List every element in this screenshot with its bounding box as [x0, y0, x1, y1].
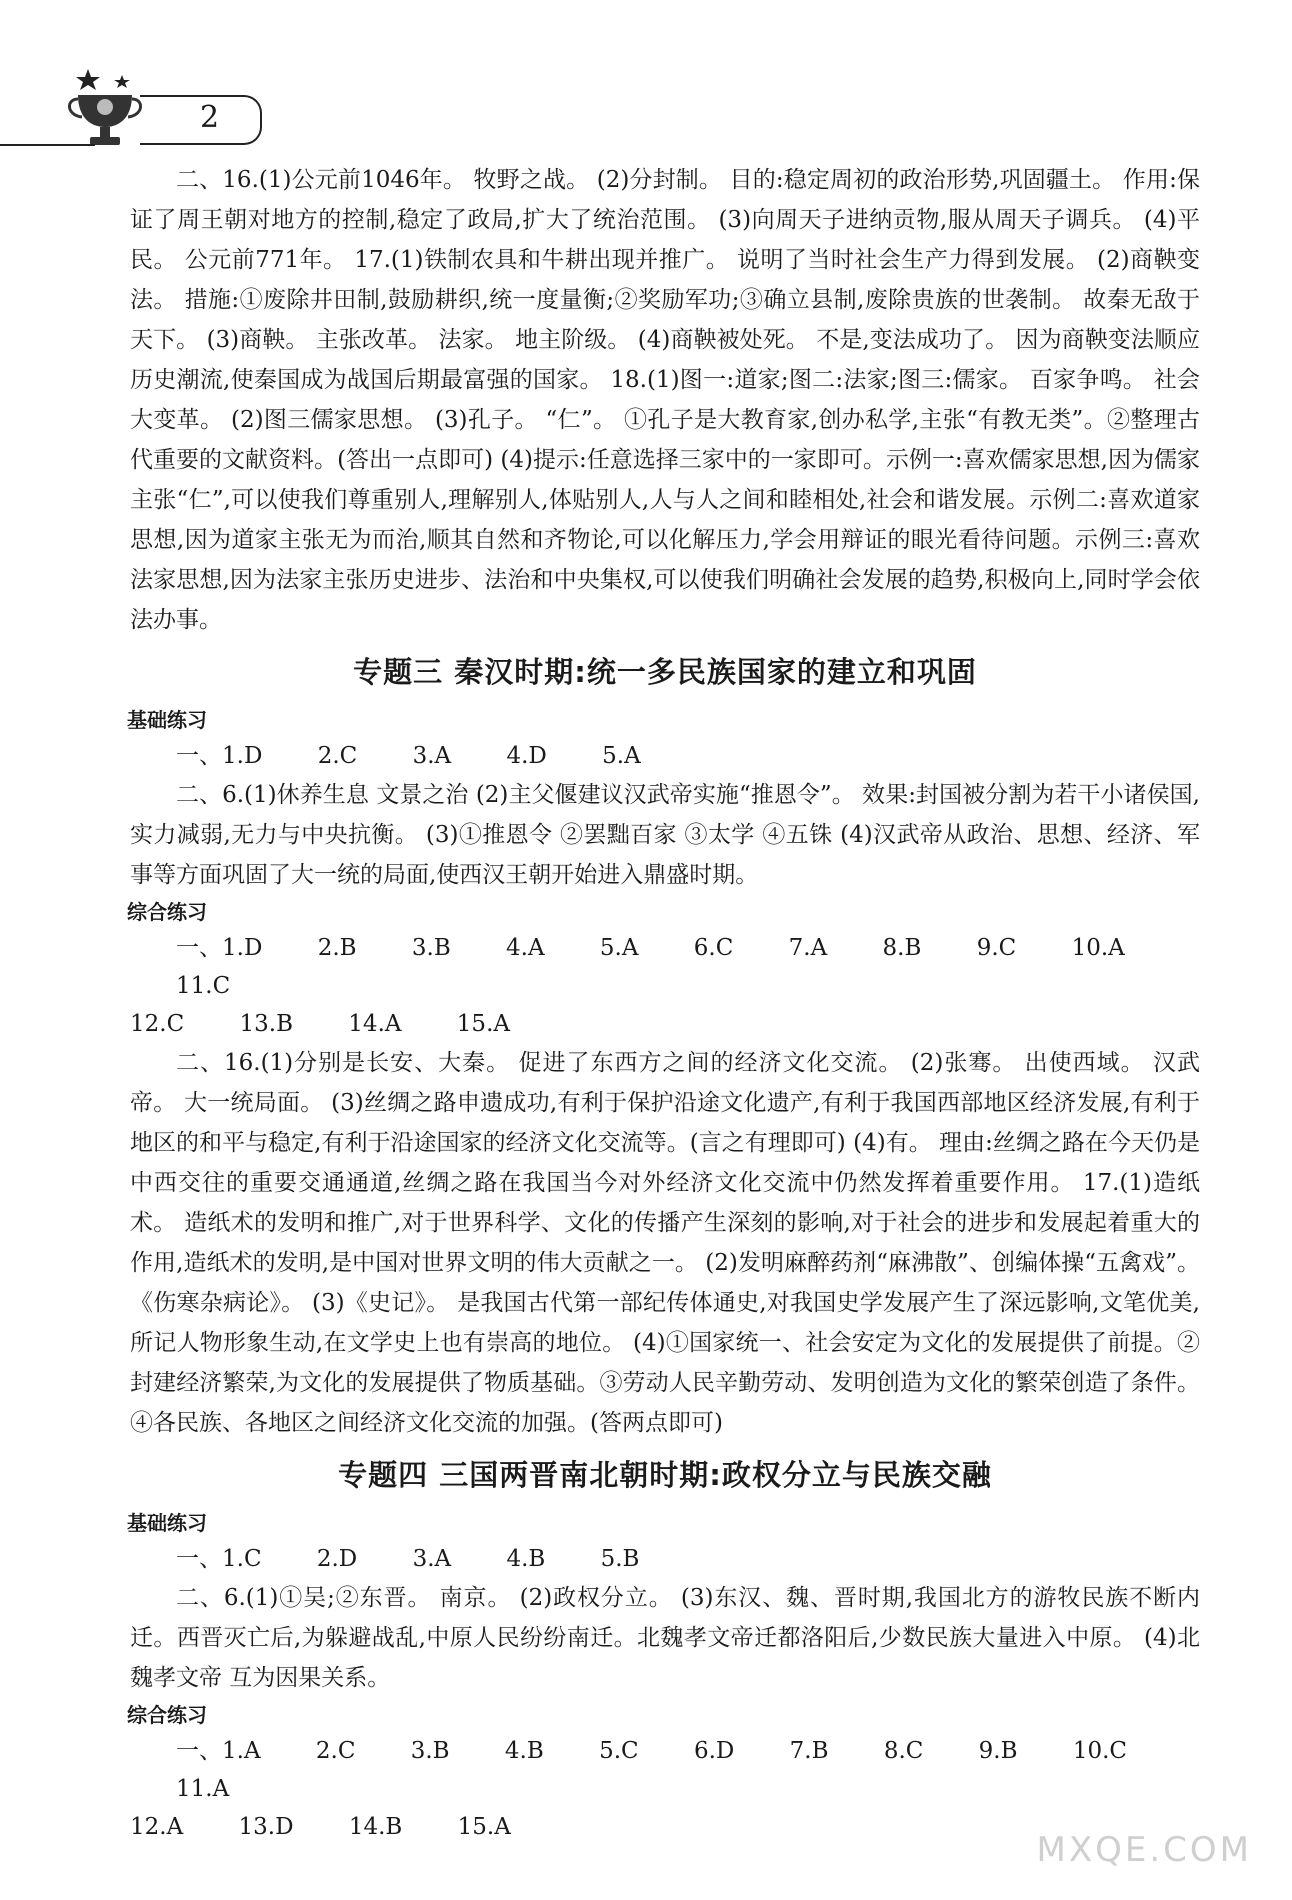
- topic3-basic-label: 基础练习: [127, 708, 207, 732]
- watermark-text: MXQE.COM: [1036, 1830, 1252, 1870]
- page-header: [0, 50, 270, 150]
- header-rule: [0, 144, 95, 146]
- watermark: [952, 1750, 1252, 1870]
- answer-item: 3.B: [410, 1738, 450, 1764]
- topic4-title: 专题四 三国两晋南北朝时期:政权分立与民族交融: [338, 1458, 992, 1492]
- topic3-comp-text: 二、16.(1)分别是长安、大秦。 促进了东西方之间的经济文化交流。 (2)张骞。 出使西域。 汉武帝。 大一统局面。 (3)丝绸之路申遗成功,有利于保护沿途文化遗产,有利于我国西部地区经济发展,有利于地区的和平与稳定,有利于沿途国家的经济文化交流等。(言之有理即可) (4)有。 理由:丝绸之路在今天仍是中西交往的重要交通通道,丝绸之路在我国当今对外经济文化交流中仍然发挥着重要作用。 17.(1)造纸术。 造纸术的发明和推广,对于世界科学、文化的传播产生深刻的影响,对于社会的进步和发展起着重大的作用,造纸术的发明,是中国对世界文明的伟大贡献之一。 (2)发明麻醉药剂“麻沸散”、创编体操“五禽戏”。 《伤寒杂病论》。 (3)《史记》。 是我国古代第一部纪传体通史,对我国史学发展产生了深远影响,文笔优美,所记人物形象生动,在文学史上也有崇高的地位。 (4)①国家统一、社会安定为文化的发展提供了前提。②封建经济繁荣,为文化的发展提供了物质基础。③劳动人民辛勤劳动、发明创造为文化的繁荣创造了条件。④各民族、各地区之间经济文化交流的加强。(答两点即可): [130, 1050, 1200, 1436]
- answer-item: 3.A: [412, 1546, 452, 1572]
- topic4-basic-text: 二、6.(1)①吴;②东晋。 南京。 (2)政权分立。 (3)东汉、魏、晋时期,我国北方的游牧民族不断内迁。西晋灭亡后,为躲避战乱,中原人民纷纷南迁。北魏孝文帝迁都洛阳后,少数民族大量进入中原。 (4)北魏孝文帝 互为因果关系。: [130, 1585, 1200, 1691]
- section2-answers: 二、16.(1)公元前1046年。 牧野之战。 (2)分封制。 目的:稳定周初的政治形势,巩固疆土。 作用:保证了周王朝对地方的控制,稳定了政局,扩大了统治范围。 (3)向周天子进纳贡物,服从周天子调兵。 (4)平民。 公元前771年。 17.(1)铁制农具和牛耕出现并推广。 说明了当时社会生产力得到发展。 (2)商鞅变法。 措施:①废除井田制,鼓励耕织,统一度量衡;②奖励军功;③确立县制,废除贵族的世袭制。 故秦无敌于天下。 (3)商鞅。 主张改革。 法家。 地主阶级。 (4)商鞅被处死。 不是,变法成功了。 因为商鞅变法顺应历史潮流,使秦国成为战国后期最富强的国家。 18.(1)图一:道家;图二:法家;图三:儒家。 百家争鸣。 社会大变革。 (2)图三儒家思想。 (3)孔子。 “仁”。 ①孔子是大教育家,创办私学,主张“有教无类”。②整理古代重要的文献资料。(答出一点即可) (4)提示:任意选择三家中的一家即可。示例一:喜欢儒家思想,因为儒家主张“仁”,可以使我们尊重别人,理解别人,体贴别人,人与人之间和睦相处,社会和谐发展。示例二:喜欢道家思想,因为道家主张无为而治,顺其自然和齐物论,可以化解压力,学会用辩证的眼光看待问题。示例三:喜欢法家思想,因为法家主张历史进步、法治和中央集权,可以使我们明确社会发展的趋势,积极向上,同时学会依法办事。: [130, 167, 1200, 633]
- topic4-basic-choices: [130, 1540, 1200, 1578]
- answer-item: 5.C: [599, 1738, 639, 1764]
- answer-item: 6.C: [693, 935, 734, 961]
- answer-item: 11.A: [176, 1776, 230, 1802]
- answer-item: 一、1.C: [176, 1546, 262, 1572]
- answer-item: 11.C: [176, 973, 231, 999]
- answer-item: 3.B: [411, 935, 451, 961]
- answer-item: 2.B: [317, 935, 357, 961]
- topic3-basic-text: 二、6.(1)休养生息 文景之治 (2)主父偃建议汉武帝实施“推恩令”。 效果:封国被分割为若干小诸侯国,实力减弱,无力与中央抗衡。 (3)①推恩令 ②罢黜百家 ③太学 ④五铢 (4)汉武帝从政治、思想、经济、军事等方面巩固了大一统的局面,使西汉王朝开始进入鼎盛时期。: [130, 782, 1200, 888]
- answer-item: 4.B: [506, 1546, 546, 1572]
- answer-item: 4.B: [504, 1738, 544, 1764]
- answer-item: 7.B: [789, 1738, 829, 1764]
- answer-item: 9.B: [978, 1738, 1018, 1764]
- page-number: 2: [200, 100, 220, 135]
- page-content: [127, 160, 1200, 1846]
- answer-item: 9.C: [976, 935, 1017, 961]
- answer-item: 7.A: [788, 935, 828, 961]
- answer-item: 12.C: [130, 1011, 185, 1037]
- topic3-title: 专题三 秦汉时期:统一多民族国家的建立和巩固: [353, 655, 977, 689]
- topic4-basic-label: 基础练习: [127, 1511, 207, 1535]
- answer-item: 8.C: [883, 1738, 924, 1764]
- answer-item: 6.D: [693, 1738, 735, 1764]
- answer-item: 4.D: [506, 743, 547, 769]
- answer-item: 14.A: [348, 1011, 402, 1037]
- answer-item: 13.B: [239, 1011, 293, 1037]
- answer-item: 13.D: [238, 1814, 294, 1840]
- answer-item: 3.A: [412, 743, 452, 769]
- answer-item: 2.D: [316, 1546, 358, 1572]
- topic3-comp-choices-row1: [130, 929, 1200, 1005]
- topic3-comp-label: 综合练习: [127, 900, 207, 924]
- answer-item: 12.A: [130, 1814, 184, 1840]
- answer-item: 5.A: [602, 743, 641, 769]
- answer-item: 5.B: [600, 1546, 640, 1572]
- topic3-basic-choices: [130, 737, 1200, 775]
- answer-item: 2.C: [315, 1738, 356, 1764]
- answer-item: 5.A: [599, 935, 639, 961]
- topic4-comp-label: 综合练习: [127, 1703, 207, 1727]
- answer-item: 一、1.D: [176, 935, 263, 961]
- answer-item: 8.B: [882, 935, 922, 961]
- answer-item: 2.C: [317, 743, 358, 769]
- answer-item: 14.B: [348, 1814, 403, 1840]
- answer-item: 10.A: [1071, 935, 1125, 961]
- topic3-comp-choices-row2: [130, 1005, 1200, 1043]
- trophy-icon: [60, 65, 150, 155]
- answer-item: 15.A: [457, 1814, 511, 1840]
- answer-item: 一、1.A: [176, 1738, 261, 1764]
- answer-item: 15.A: [456, 1011, 510, 1037]
- answer-item: 一、1.D: [176, 743, 263, 769]
- answer-item: 4.A: [506, 935, 545, 961]
- answer-item: 10.C: [1072, 1738, 1128, 1764]
